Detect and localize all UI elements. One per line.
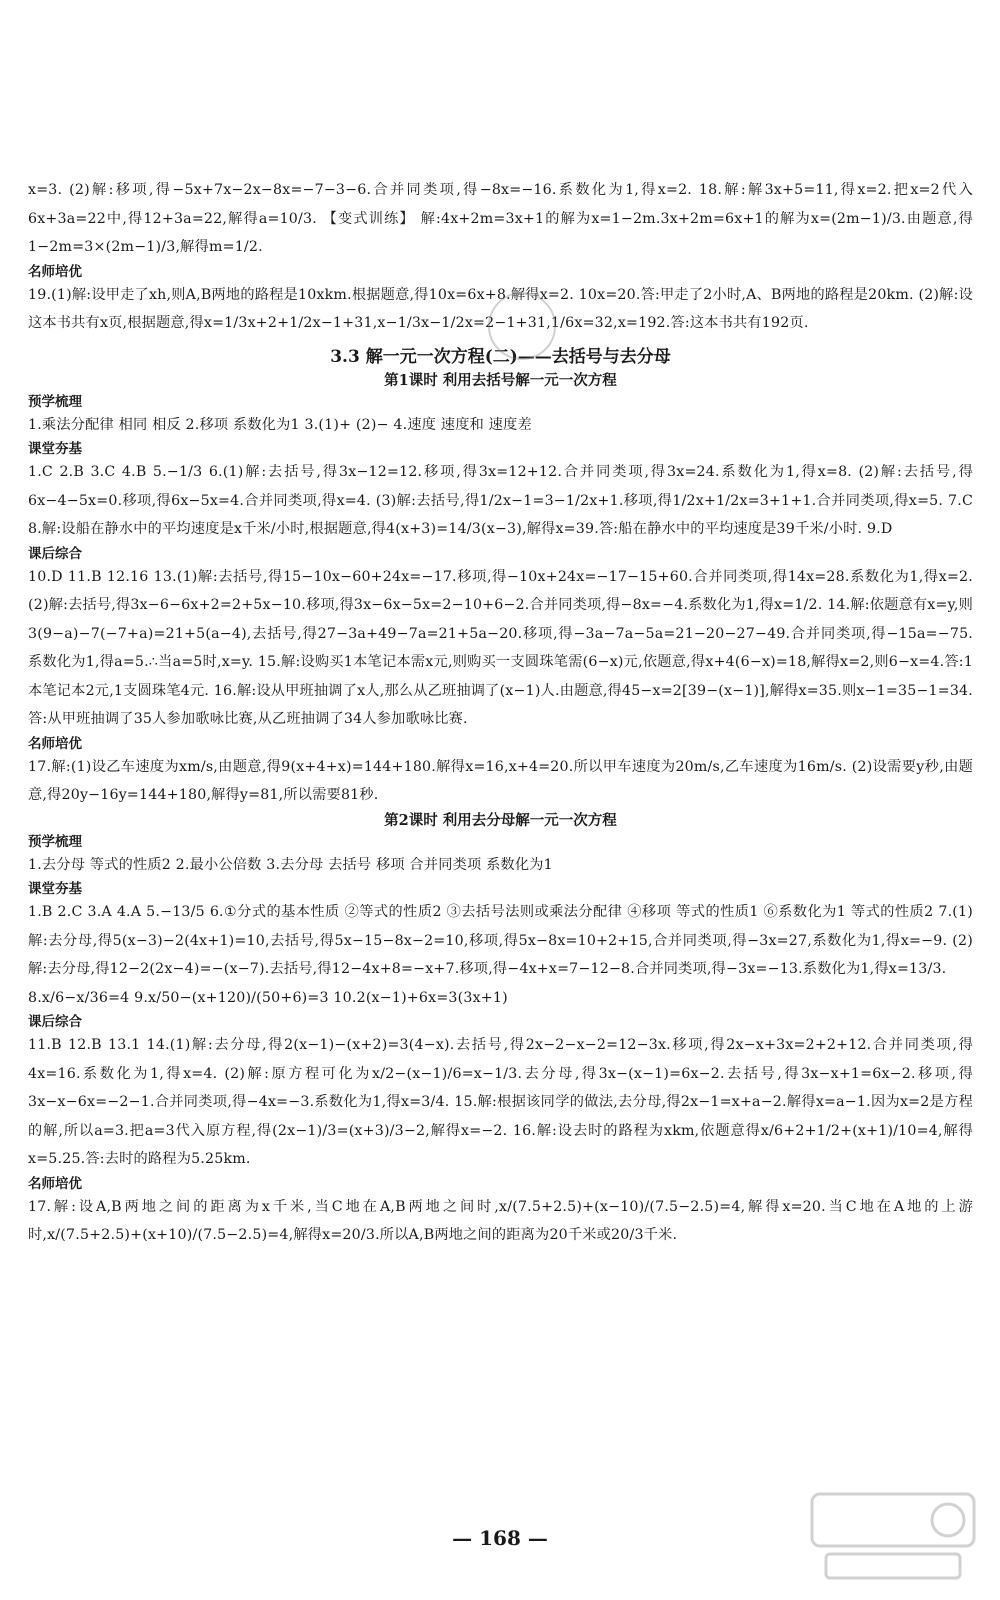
lesson-title: 第1课时 利用去括号解一元一次方程 bbox=[384, 371, 617, 389]
answer-paragraph: 17.解:(1)设乙车速度为xm/s,由题意,得9(x+4+x)=144+180.解得x=16,x+4=20.所以甲车速度为20m/s,乙车速度为16m/s. (2)设需要y秒,由题意,得20y−16y=144+180,解得y=81,所以需要81秒. bbox=[28, 758, 973, 803]
answer-paragraph: 11.B 12.B 13.1 14.(1)解:去分母,得2(x−1)−(x+2)=3(4−x).去括号,得2x−2−x−2=12−3x.移项,得2x−x+3x=2+2+12.合并同类项,得4x=16.系数化为1,得x=4. (2)解:原方程可化为x/2−(x−1)/6=x−1/3.去分母,得3x−(x−1)=6x−2.去括号,得3x−x+1=6x−2.移项,得3x−x−6x=−2−1.合并同类项,得−4x=−3.系数化为1,得x=3/4. 15.解:根据该同学的做法,去分母,得2x−1=x+a−2.解得x=a−1.因为x=2是方程的解,所以a=3.把a=3代入原方程,得(2x−1)/3=(x+3)/3−2,解得x=−2. 16.解:设去时的路程为xkm,依题意得x/6+2+1/2+(x+1)/10=4,解得x=5.25.答:去时的路程为5.25km. bbox=[28, 1037, 973, 1167]
answer-paragraph: x=3. (2)解:移项,得−5x+7x−2x−8x=−7−3−6.合并同类项,得−8x=−16.系数化为1,得x=2. 18.解:解3x+5=11,得x=2.把x=2代入6x+3a=22中,得12+3a=22,解得a=10/3. 【变式训练】 解:4x+2m=3x+1的解为x=1−2m.3x+2m=6x+1的解为x=(2m−1)/3.由题意,得1−2m=3×(2m−1)/3,解得m=1/2. bbox=[28, 182, 973, 255]
answer-paragraph: 1.C 2.B 3.C 4.B 5.−1/3 6.(1)解:去括号,得3x−12=12.移项,得3x=12+12.合并同类项,得3x=24.系数化为1,得x=8. (2)解:去括号,得6x−4−5x=0.移项,得6x−5x=4.合并同类项,得x=4. (3)解:去括号,得1/2x−1=3−1/2x+1.移项,得1/2x+1/2x=3+1+1.合并同类项,得x=5. 7.C 8.解:设船在静水中的平均速度是x千米/小时,根据题意,得4(x+3)=14/3(x−3),解得x=39.答:船在静水中的平均速度是39千米/小时. 9.D bbox=[28, 464, 973, 537]
section-heading: 名师培优 bbox=[28, 1175, 82, 1192]
answer-paragraph: 1.去分母 等式的性质2 2.最小公倍数 3.去分母 去括号 移项 合并同类项 系数化为1 bbox=[28, 856, 553, 873]
section-heading: 预学梳理 bbox=[28, 833, 82, 850]
section-heading: 预学梳理 bbox=[28, 393, 82, 410]
answer-paragraph: 1.B 2.C 3.A 4.A 5.−13/5 6.①分式的基本性质 ②等式的性质2 ③去括号法则或乘法分配律 ④移项 等式的性质1 ⑥系数化为1 等式的性质2 7.(1)解:去分母,得5(x−3)−2(4x+1)=10,去括号,得5x−15−8x−2=10,移项,得5x−8x=10+2+15,合并同类项,得−3x=27,系数化为1,得x=−9. (2)解:去分母,得12−2(2x−4)=−(x−7).去括号,得12−4x+8=−x+7.移项,得−4x+x=7−12−8.合并同类项,得−3x=−13.系数化为1,得x=13/3. bbox=[28, 904, 973, 977]
lesson-title: 第2课时 利用去分母解一元一次方程 bbox=[384, 811, 617, 829]
chapter-title: 3.3 解一元一次方程(二)——去括号与去分母 bbox=[330, 346, 671, 367]
page-number: — 168 — bbox=[452, 1526, 548, 1550]
section-heading: 课堂夯基 bbox=[28, 881, 82, 897]
answer-paragraph: 1.乘法分配律 相同 相反 2.移项 系数化为1 3.(1)+ (2)− 4.速度 速度和 速度差 bbox=[28, 416, 532, 433]
section-heading: 名师培优 bbox=[28, 263, 82, 280]
answer-paragraph: 8.x/6−x/36=4 9.x/50−(x+120)/(50+6)=3 10.2(x−1)+6x=3(3x+1) bbox=[28, 989, 508, 1006]
section-heading: 课堂夯基 bbox=[28, 441, 82, 457]
section-heading: 课后综合 bbox=[28, 545, 82, 562]
answer-paragraph: 10.D 11.B 12.16 13.(1)解:去括号,得15−10x−60+24x=−17.移项,得−10x+24x=−17−15+60.合并同类项,得14x=28.系数化为1,得x=2. (2)解:去括号,得3x−6−6x+2=2+5x−10.移项,得3x−6x−5x=2−10+6−2.合并同类项,得−8x=−4.系数化为1,得x=1/2. 14.解:依题意有x=y,则3(9−a)−7(−7+a)=21+5(a−4),去括号,得27−3a+49−7a=21+5a−20.移项,得−3a−7a−5a=21−20−27−49.合并同类项,得−15a=−75.系数化为1,得a=5.∴当a=5时,x=y. 15.解:设购买1本笔记本需x元,则购买一支圆珠笔需(6−x)元,依题意,得x+4(6−x)=18,解得x=2,则6−x=4.答:1本笔记本2元,1支圆珠笔4元. 16.解:设从甲班抽调了x人,那么从乙班抽调了(x−1)人.由题意,得45−x=2[39−(x−1)],解得x=35.则x−1=35−1=34.答:从甲班抽调了35人参加歌咏比赛,从乙班抽调了34人参加歌咏比赛. bbox=[28, 568, 973, 727]
section-heading: 课后综合 bbox=[28, 1014, 82, 1030]
section-heading: 名师培优 bbox=[28, 735, 82, 752]
watermark-logo bbox=[808, 1488, 978, 1586]
faint-stamp-mark bbox=[488, 292, 556, 360]
answer-paragraph: 17.解:设A,B两地之间的距离为x千米,当C地在A,B两地之间时,x/(7.5+2.5)+(x−10)/(7.5−2.5)=4,解得x=20.当C地在A地的上游时,x/(7.5+2.5)+(x+10)/(7.5−2.5)=4,解得x=20/3.所以A,B两地之间的距离为20千米或20/3千米. bbox=[28, 1198, 973, 1243]
answer-paragraph: 19.(1)解:设甲走了xh,则A,B两地的路程是10xkm.根据题意,得10x=6x+8.解得x=2. 10x=20.答:甲走了2小时,A、B两地的路程是20km. (2)解:设这本书共有x页,根据题意,得x=1/3x+2+1/2x−1+31,x−1/3x−1/2x=2−1+31,1/6x=32,x=192.答:这本书共有192页. bbox=[28, 286, 973, 331]
